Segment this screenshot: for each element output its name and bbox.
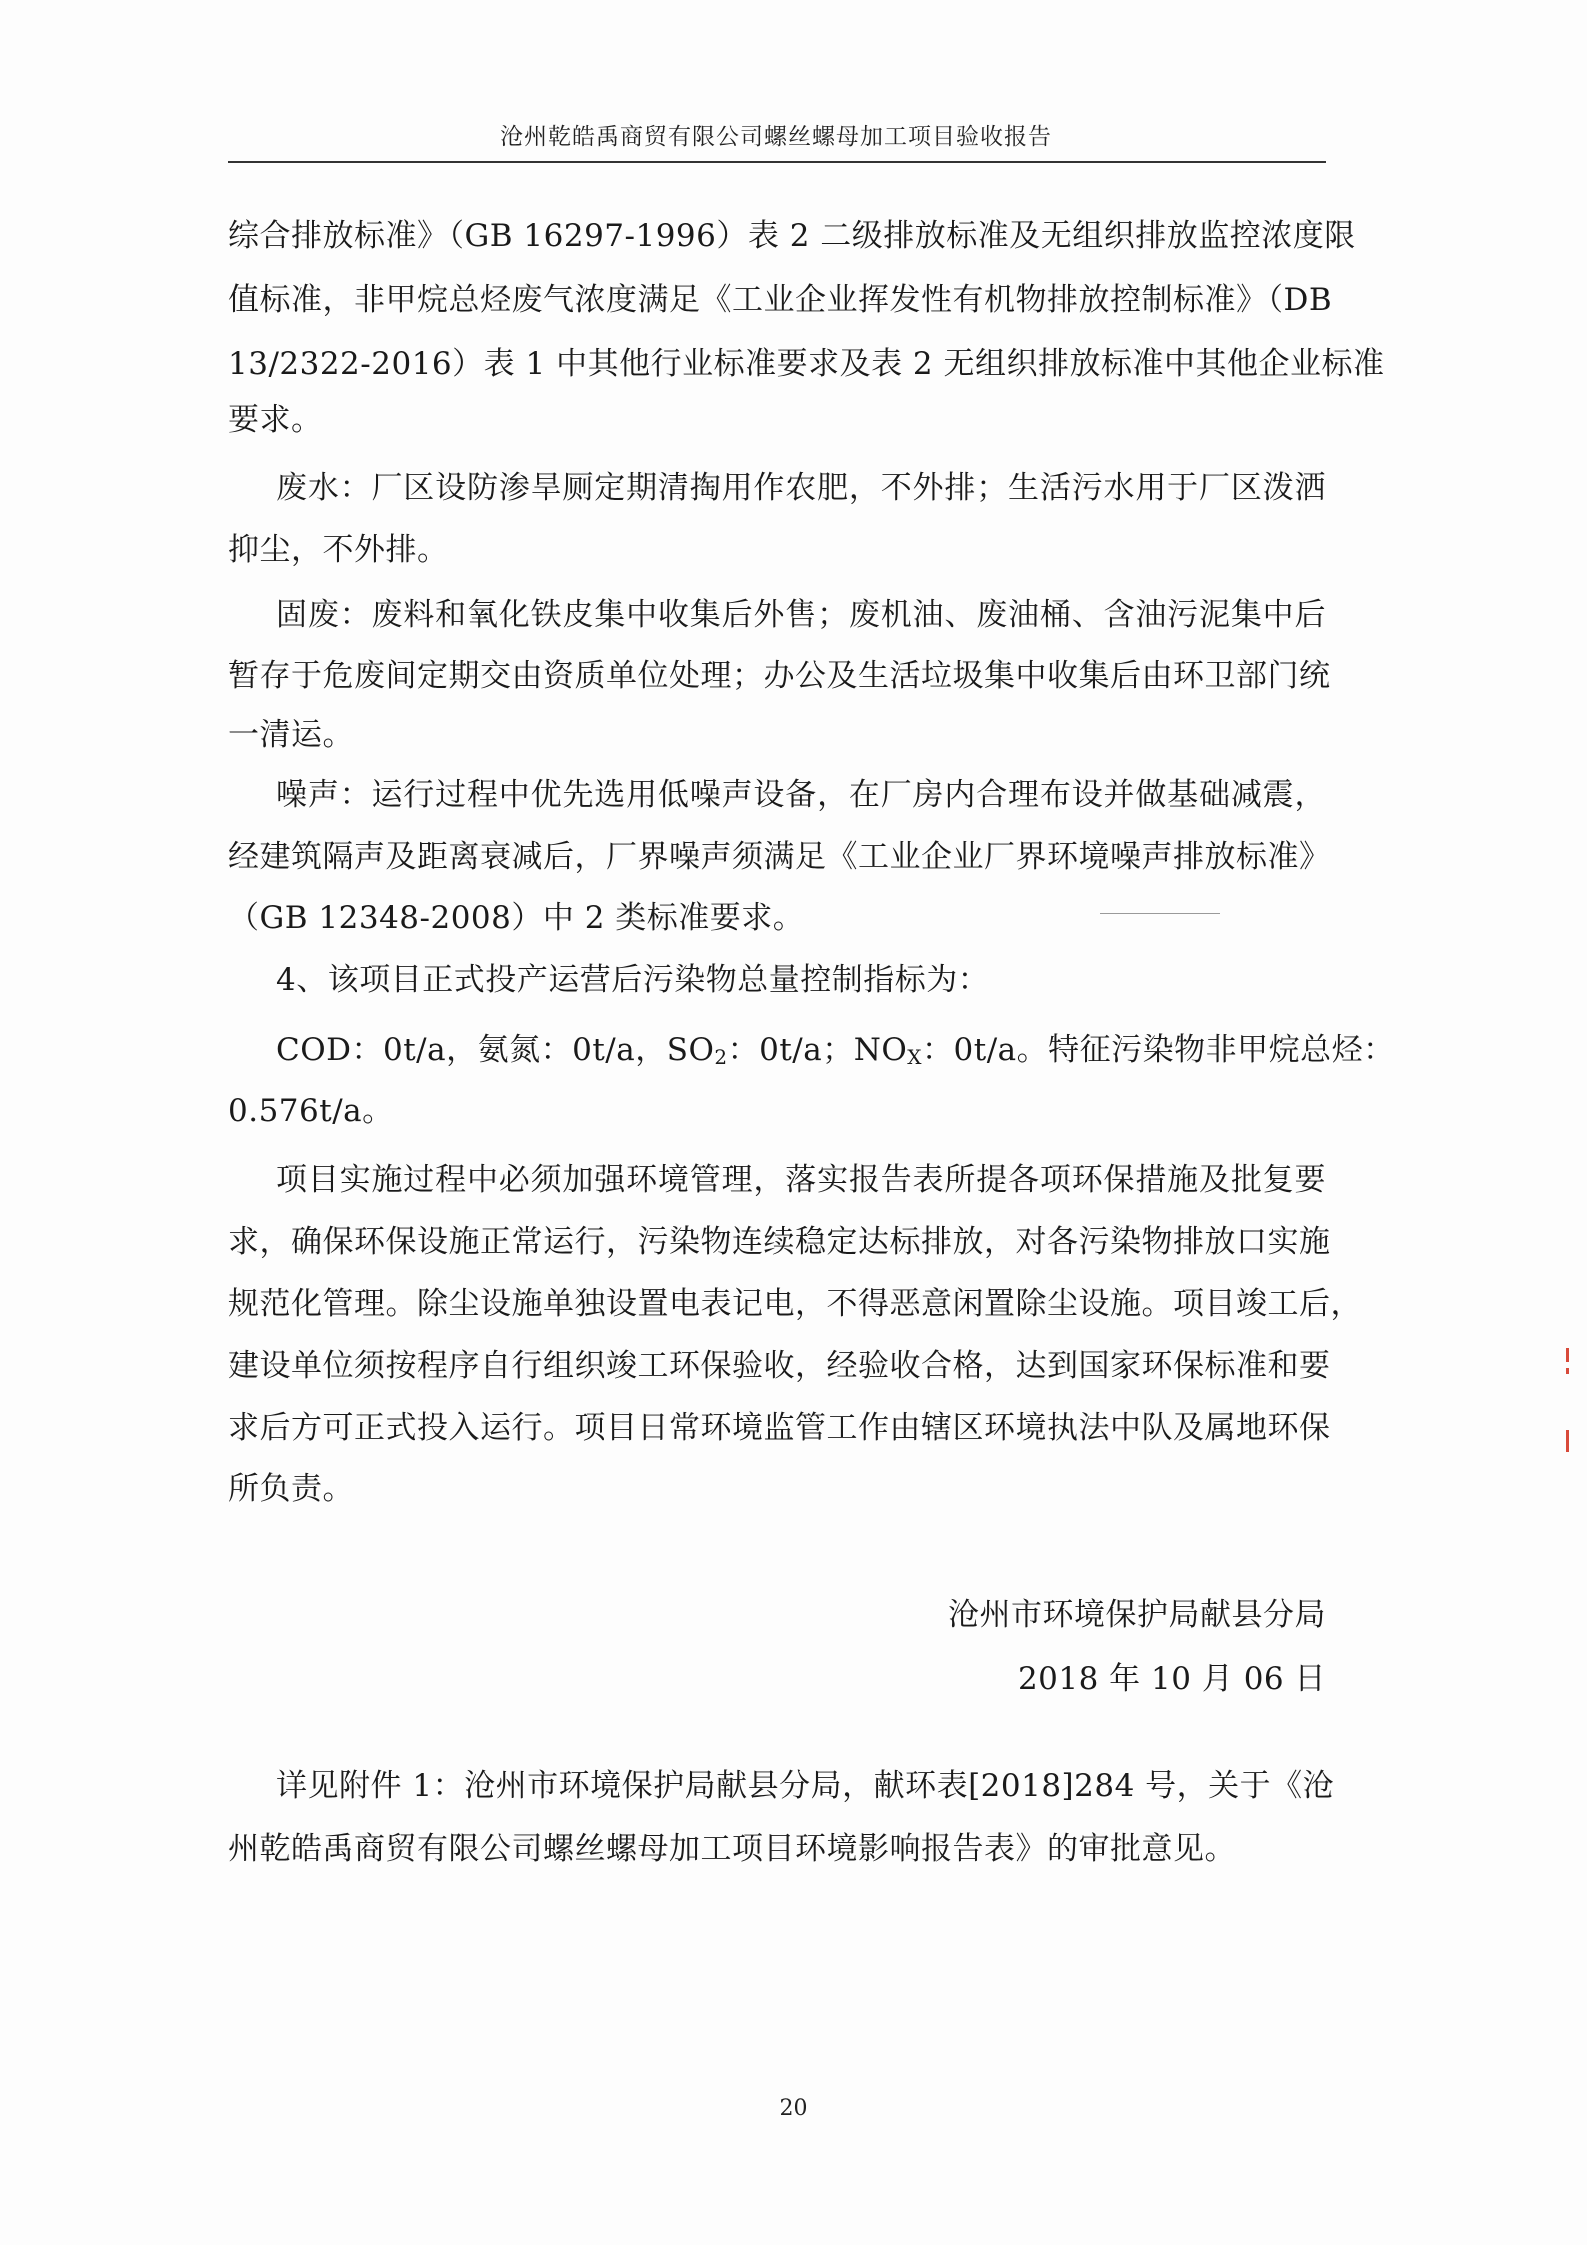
- management-paragraph: 项目实施过程中必须加强环境管理，落实报告表所提各项环保措施及批复要: [276, 1162, 1326, 1198]
- total-control-heading: 4、该项目正式投产运营后污染物总量控制指标为：: [276, 962, 990, 998]
- body-line: 暂存于危废间定期交由资质单位处理；办公及生活垃圾集中收集后由环卫部门统: [228, 658, 1331, 694]
- emission-limits-line: [276, 1030, 1395, 1070]
- header-rule: [228, 161, 1326, 163]
- edge-mark: [1566, 1430, 1569, 1452]
- so2-label: $SO_2$: [666, 1032, 728, 1069]
- body-line: （GB 12348-2008）中 2 类标准要求。: [228, 900, 805, 936]
- body-line: 一清运。: [228, 717, 354, 753]
- running-header: 沧州乾皓禹商贸有限公司螺丝螺母加工项目验收报告: [500, 124, 1052, 150]
- edge-mark: [1566, 1368, 1569, 1374]
- body-line: 值标准，非甲烷总烃废气浓度满足《工业企业挥发性有机物排放控制标准》（DB: [228, 282, 1333, 318]
- body-line: 0.576t/a。: [228, 1093, 394, 1129]
- nox-limit: ：0t/a。: [922, 1032, 1049, 1068]
- body-line: 求，确保环保设施正常运行，污染物连续稳定达标排放，对各污染物排放口实施: [228, 1224, 1331, 1260]
- body-line: 求后方可正式投入运行。项目日常环境监管工作由辖区环境执法中队及属地环保: [228, 1410, 1331, 1446]
- nox-label: $NO_X$: [853, 1032, 923, 1069]
- so2-limit: ：0t/a；: [727, 1032, 854, 1068]
- pencil-mark: [1100, 913, 1220, 914]
- body-line: 经建筑隔声及距离衰减后，厂界噪声须满足《工业企业厂界环境噪声排放标准》: [228, 839, 1331, 875]
- issuing-authority: 沧州市环境保护局献县分局: [948, 1597, 1326, 1633]
- body-line: 建设单位须按程序自行组织竣工环保验收，经验收合格，达到国家环保标准和要: [228, 1348, 1331, 1384]
- body-line: 综合排放标准》（GB 16297-1996）表 2 二级排放标准及无组织排放监控浓度限: [228, 218, 1356, 254]
- body-line: 要求。: [228, 402, 323, 438]
- attachment-note-continued: 州乾皓禹商贸有限公司螺丝螺母加工项目环境影响报告表》的审批意见。: [228, 1831, 1236, 1867]
- body-line: 所负责。: [228, 1471, 354, 1507]
- page-number: 20: [779, 2096, 808, 2121]
- body-line: 13/2322-2016）表 1 中其他行业标准要求及表 2 无组织排放标准中其他企业标准: [228, 346, 1385, 382]
- noise-paragraph: 噪声：运行过程中优先选用低噪声设备，在厂房内合理布设并做基础减震，: [276, 777, 1326, 813]
- edge-mark: [1566, 1348, 1569, 1362]
- body-line: 规范化管理。除尘设施单独设置电表记电，不得恶意闲置除尘设施。项目竣工后，: [228, 1286, 1362, 1322]
- issue-date: 2018 年 10 月 06 日: [1017, 1661, 1326, 1697]
- ammonia-limit: 氨氮：0t/a，: [477, 1032, 667, 1068]
- solid-waste-paragraph: 固废：废料和氧化铁皮集中收集后外售；废机油、废油桶、含油污泥集中后: [276, 597, 1326, 633]
- wastewater-paragraph: 废水：厂区设防渗旱厕定期清掏用作农肥，不外排；生活污水用于厂区泼洒: [276, 470, 1326, 506]
- cod-limit: COD：0t/a，: [276, 1032, 478, 1068]
- feature-pollutant-label: 特征污染物非甲烷总烃：: [1048, 1032, 1395, 1068]
- body-line: 抑尘，不外排。: [228, 532, 449, 568]
- attachment-note: 详见附件 1：沧州市环境保护局献县分局，献环表[2018]284 号，关于《沧: [276, 1768, 1335, 1804]
